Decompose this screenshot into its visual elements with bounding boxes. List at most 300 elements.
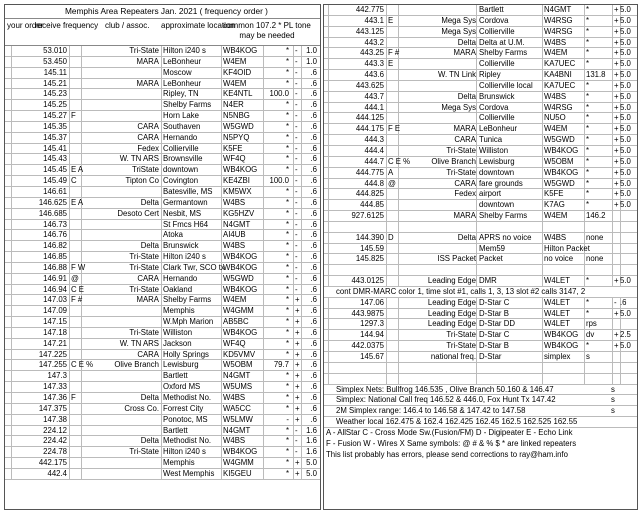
table-row: [5, 371, 320, 382]
callsign-cell: W4BS: [544, 91, 567, 101]
location-cell: Methodist No.: [163, 436, 212, 446]
callsign-cell: KA7UEC: [544, 59, 576, 69]
offset-sign-cell: -: [295, 176, 298, 186]
table-row: [324, 38, 637, 49]
note-text: Simplex: National Call freq 146.52 & 446.0, Fox Hunt Tx 147.42: [336, 395, 556, 405]
location-cell: D-Star C: [479, 297, 510, 307]
club-cell: W. TN ARS: [119, 154, 159, 164]
callsign-cell: W5LMW: [223, 414, 253, 424]
offset-sign-cell: -: [295, 447, 298, 457]
callsign-cell: AI4UB: [223, 230, 246, 240]
table-row: [5, 436, 320, 447]
table-row: [5, 230, 320, 241]
note-text: cont DMR-MARC color 1, time slot #1, calls 1, 3, 13 slot #2 calls 3147, 2: [336, 286, 586, 296]
offset-sign-cell: +: [614, 37, 619, 47]
club-cell: CARA: [137, 121, 159, 131]
offset-sign-cell: +: [614, 48, 619, 58]
location-cell: Southaven: [163, 121, 201, 131]
tone-cell: *: [586, 276, 590, 286]
callsign-cell: WB4KOG: [544, 167, 579, 177]
tone-cell: *: [285, 252, 289, 262]
offset-sign-cell: +: [614, 135, 619, 145]
freq-cell: 224.78: [43, 447, 67, 457]
callsign-cell: W4LET: [544, 276, 570, 286]
freq-cell: 444.175: [355, 124, 384, 134]
freq-cell: 442.0375: [351, 341, 384, 351]
callsign-cell: W4EM: [223, 78, 247, 88]
callsign-cell: N5PYQ: [223, 132, 250, 142]
callsign-cell: W4LET: [544, 319, 570, 329]
offset-sign-cell: +: [614, 15, 619, 25]
tone-cell: *: [285, 111, 289, 121]
table-row: [324, 352, 637, 363]
header-frequency: receive frequency: [35, 21, 99, 30]
offset-sign-cell: -: [295, 186, 298, 196]
tone-cell: *: [586, 145, 590, 155]
freq-cell: 147.36: [43, 393, 67, 402]
location-cell: Clark Twr, SCO tx: [163, 262, 225, 272]
offset-sign-cell: +: [295, 306, 300, 316]
offset-cell: 5.0: [620, 48, 631, 58]
location-cell: Collierville local: [479, 80, 533, 90]
options-cell: C E %: [71, 360, 94, 370]
location-cell: LeBonheur: [479, 124, 518, 134]
offset-sign-cell: -: [295, 197, 298, 207]
table-row: [324, 211, 637, 222]
offset-cell: 5.0: [620, 135, 631, 145]
offset-sign-cell: -: [295, 230, 298, 240]
options-cell: F W: [71, 262, 86, 272]
club-cell: CARA: [454, 178, 476, 188]
callsign-cell: KA7UEC: [544, 80, 576, 90]
location-cell: Bartlett: [163, 425, 188, 435]
freq-cell: 146.685: [38, 208, 67, 218]
callsign-cell: Hilton Packet: [544, 243, 590, 253]
offset-cell: .6: [310, 143, 317, 153]
table-row: [324, 254, 637, 265]
freq-cell: 147.3: [47, 371, 67, 381]
location-cell: D-Star B: [479, 308, 509, 318]
table-row: [5, 122, 320, 133]
freq-cell: 443.1: [364, 15, 384, 25]
offset-cell: .6: [310, 67, 317, 77]
freq-cell: 146.91: [43, 273, 67, 283]
club-cell: W. TN Link: [438, 70, 476, 80]
offset-sign-cell: +: [295, 468, 300, 478]
offset-sign-cell: +: [614, 178, 619, 188]
club-cell: Leading Edge: [427, 276, 476, 286]
note-text: Weather local 162.475 & 162.4 162.425 162.45 162.5 162.525 162.55: [336, 417, 578, 427]
offset-sign-cell: +: [614, 113, 619, 123]
options-cell: C: [71, 176, 77, 186]
location-cell: Delta at U.M.: [479, 37, 525, 47]
callsign-cell: NU5O: [544, 113, 566, 123]
tone-cell: *: [285, 230, 289, 240]
freq-cell: 444.4: [364, 145, 384, 155]
club-cell: Leading Edge: [427, 297, 476, 307]
location-cell: Memphis: [163, 306, 195, 316]
callsign-cell: WF4Q: [223, 338, 246, 348]
note-row: [324, 287, 637, 298]
club-cell: Tri-State: [446, 341, 476, 351]
options-cell: A: [388, 167, 394, 177]
location-cell: Forrest City: [163, 403, 204, 413]
offset-cell: .6: [310, 176, 317, 186]
offset-cell: 5.0: [620, 59, 631, 69]
tone-cell: *: [586, 167, 590, 177]
tone-cell: dv: [586, 330, 595, 340]
freq-cell: 444.8: [364, 178, 384, 188]
callsign-cell: W5OBM: [544, 156, 574, 166]
freq-cell: 442.4: [47, 468, 67, 478]
offset-sign-cell: +: [614, 91, 619, 101]
tone-cell: *: [285, 447, 289, 457]
freq-cell: 147.09: [43, 306, 67, 316]
freq-cell: 145.23: [43, 89, 67, 99]
callsign-cell: WB4KOG: [223, 252, 258, 262]
offset-sign-cell: -: [295, 165, 298, 175]
tone-cell: *: [586, 341, 590, 351]
legend-line: F - Fusion W - Wires X Same symbols: @ # & % $ * are linked repeaters: [326, 438, 577, 448]
table-row: [5, 154, 320, 165]
table-row: [5, 57, 320, 68]
club-cell: Delta: [140, 197, 159, 207]
offset-sign-cell: -: [295, 67, 298, 77]
location-cell: Ripley: [479, 70, 501, 80]
tone-cell: *: [285, 132, 289, 142]
location-cell: D-Star C: [479, 330, 510, 340]
freq-cell: 147.225: [38, 349, 67, 359]
offset-cell: .6: [310, 252, 317, 262]
location-cell: downtown: [163, 165, 199, 175]
tone-cell: *: [285, 78, 289, 88]
offset-sign-cell: +: [614, 341, 619, 351]
tone-cell: s: [586, 352, 590, 361]
freq-cell: 144.94: [360, 330, 384, 340]
freq-cell: 147.375: [38, 403, 67, 413]
table-row: [5, 382, 320, 393]
freq-cell: 443.125: [355, 26, 384, 36]
table-row: [5, 295, 320, 306]
offset-sign-cell: -: [295, 78, 298, 88]
location-cell: Ponotoc, MS: [163, 414, 208, 424]
tone-cell: *: [285, 143, 289, 153]
location-cell: D-Star DD: [479, 319, 515, 329]
table-row: [324, 179, 637, 190]
tone-cell: *: [586, 26, 590, 36]
table-row: [5, 469, 320, 480]
freq-cell: 147.18: [43, 327, 67, 337]
freq-cell: 146.625: [38, 197, 67, 207]
location-cell: Williston: [163, 327, 193, 337]
callsign-cell: WB4KOG: [223, 447, 258, 457]
tone-cell: *: [285, 425, 289, 435]
callsign-cell: W4LET: [544, 308, 570, 318]
callsign-cell: N5NBG: [223, 111, 250, 121]
location-cell: Shelby Farms: [163, 295, 212, 305]
table-row: [5, 350, 320, 361]
table-row: [5, 165, 320, 176]
tone-cell: *: [285, 382, 289, 392]
location-cell: Bartlett: [163, 371, 188, 381]
location-cell: Covington: [163, 176, 199, 186]
callsign-cell: W5GWD: [223, 121, 254, 131]
freq-cell: 444.825: [355, 189, 384, 199]
options-cell: E: [388, 59, 394, 69]
note-row: [324, 406, 637, 417]
column-headers: [5, 19, 320, 46]
offset-sign-cell: -: [295, 436, 298, 446]
table-row: [5, 89, 320, 100]
freq-cell: 444.775: [355, 167, 384, 177]
freq-cell: 53.010: [43, 46, 67, 55]
offset-cell: .6: [310, 230, 317, 240]
tone-cell: *: [285, 273, 289, 283]
tone-cell: -: [286, 414, 289, 424]
club-cell: Delta: [140, 393, 159, 402]
location-cell: West Memphis: [163, 468, 215, 478]
table-row: [5, 306, 320, 317]
location-cell: Horn Lake: [163, 111, 199, 121]
offset-sign-cell: +: [614, 145, 619, 155]
tone-cell: *: [586, 308, 590, 318]
tone-cell: *: [586, 91, 590, 101]
location-cell: Hernando: [163, 273, 198, 283]
club-cell: Desoto Cert: [117, 208, 159, 218]
club-cell: Tri-State: [129, 327, 159, 337]
tone-cell: *: [586, 135, 590, 145]
offset-sign-cell: -: [614, 297, 617, 307]
tone-cell: *: [285, 121, 289, 131]
offset-cell: 5.0: [620, 5, 631, 14]
club-cell: Fedex: [137, 143, 159, 153]
freq-cell: 444.3: [364, 135, 384, 145]
callsign-cell: W4EM: [223, 295, 247, 305]
table-row: [5, 393, 320, 404]
freq-cell: 444.125: [355, 113, 384, 123]
offset-cell: 5.0: [620, 26, 631, 36]
tone-cell: *: [285, 154, 289, 164]
location-cell: downtown: [479, 200, 515, 210]
table-row: [5, 426, 320, 437]
offset-cell: 2.5: [620, 330, 631, 340]
callsign-cell: W4RSG: [544, 15, 573, 25]
tone-cell: none: [586, 254, 604, 264]
callsign-cell: KA4BNI: [544, 70, 572, 80]
options-cell: E A: [71, 197, 84, 207]
freq-cell: 147.15: [43, 317, 67, 327]
offset-cell: .6: [310, 360, 317, 370]
callsign-cell: WB4KOG: [544, 330, 579, 340]
table-row: [324, 222, 637, 233]
callsign-cell: K5FE: [223, 143, 243, 153]
table-row: [324, 363, 637, 374]
offset-sign-cell: -: [295, 241, 298, 251]
club-cell: Delta: [140, 241, 159, 251]
right-rows: [324, 5, 637, 428]
tone-cell: 146.2: [586, 211, 606, 221]
tone-cell: *: [285, 403, 289, 413]
offset-sign-cell: +: [295, 327, 300, 337]
offset-sign-cell: +: [614, 200, 619, 210]
location-cell: Collierville: [479, 59, 515, 69]
callsign-cell: WB4KOG: [544, 145, 579, 155]
offset-sign-cell: -: [295, 46, 298, 55]
offset-cell: .6: [310, 262, 317, 272]
tone-cell: *: [285, 436, 289, 446]
freq-cell: 442.775: [355, 5, 384, 14]
location-cell: Tunica: [479, 135, 503, 145]
offset-cell: 5.0: [306, 458, 317, 468]
offset-sign-cell: -: [295, 111, 298, 121]
freq-cell: 443.2: [364, 37, 384, 47]
callsign-cell: W4BS: [223, 436, 246, 446]
offset-cell: .6: [310, 306, 317, 316]
offset-cell: 5.0: [620, 200, 631, 210]
tone-cell: *: [586, 80, 590, 90]
offset-cell: 1.6: [306, 447, 317, 457]
offset-sign-cell: +: [295, 338, 300, 348]
club-cell: Fedex: [454, 189, 476, 199]
club-cell: national freq.: [430, 352, 476, 361]
location-cell: Shelby Farms: [163, 100, 212, 110]
offset-cell: .6: [310, 295, 317, 305]
tone-cell: *: [285, 219, 289, 229]
table-row: [5, 317, 320, 328]
offset-cell: 5.0: [620, 37, 631, 47]
table-row: [324, 135, 637, 146]
freq-cell: 145.49: [43, 176, 67, 186]
note-mode: s: [611, 395, 615, 405]
note-text: Simplex Nets: Bullfrog 146.535 , Olive Branch 50.160 & 146.47: [336, 384, 554, 394]
callsign-cell: W4EM: [544, 211, 568, 221]
note-mode: s: [611, 406, 615, 416]
callsign-cell: WB4KOG: [223, 165, 258, 175]
location-cell: Methodist No.: [163, 393, 212, 402]
club-cell: Tri-State: [129, 447, 159, 457]
freq-cell: 145.45: [43, 165, 67, 175]
location-cell: Shelby Farms: [479, 48, 528, 58]
location-cell: LeBonheur: [163, 56, 202, 66]
offset-cell: .6: [310, 89, 317, 99]
freq-cell: 224.42: [43, 436, 67, 446]
offset-sign-cell: +: [295, 382, 300, 392]
location-cell: Moscow: [163, 67, 192, 77]
location-cell: Collierville: [479, 113, 515, 123]
offset-cell: .6: [310, 154, 317, 164]
table-row: [5, 447, 320, 458]
table-row: [324, 27, 637, 38]
freq-cell: 443.6: [364, 70, 384, 80]
offset-cell: .6: [310, 208, 317, 218]
freq-cell: 147.38: [43, 414, 67, 424]
offset-sign-cell: -: [295, 121, 298, 131]
location-cell: Collierville: [163, 143, 199, 153]
tone-cell: *: [285, 46, 289, 55]
offset-cell: 5.0: [620, 113, 631, 123]
tone-cell: *: [285, 468, 289, 478]
club-cell: Tipton Co: [125, 176, 159, 186]
table-row: [324, 189, 637, 200]
offset-sign-cell: +: [614, 330, 619, 340]
offset-sign-cell: -: [295, 100, 298, 110]
tone-cell: *: [285, 306, 289, 316]
note-mode: s: [611, 384, 615, 394]
callsign-cell: N4ER: [223, 100, 244, 110]
freq-cell: 145.41: [43, 143, 67, 153]
table-row: [5, 79, 320, 90]
table-row: [5, 404, 320, 415]
freq-cell: 145.37: [43, 132, 67, 142]
table-row: [324, 103, 637, 114]
location-cell: D-Star: [479, 352, 502, 361]
offset-cell: .6: [310, 273, 317, 283]
callsign-cell: W4GMM: [223, 306, 254, 316]
legend-line: This list probably has errors, please send corrections to ray@ham.info: [326, 449, 568, 459]
table-row: [324, 92, 637, 103]
freq-cell: 144.390: [355, 232, 384, 242]
freq-cell: 1297.3: [360, 319, 384, 329]
freq-cell: 145.67: [360, 352, 384, 361]
offset-cell: .6: [310, 186, 317, 196]
club-cell: Tri-State: [446, 167, 476, 177]
offset-cell: 5.0: [620, 124, 631, 134]
callsign-cell: W5GWD: [223, 273, 254, 283]
table-row: [324, 330, 637, 341]
callsign-cell: KI5GEU: [223, 468, 252, 478]
tone-cell: *: [285, 317, 289, 327]
tone-cell: *: [285, 165, 289, 175]
tone-cell: *: [285, 458, 289, 468]
location-cell: Ripley, TN: [163, 89, 199, 99]
location-cell: Batesville, MS: [163, 186, 213, 196]
table-row: [5, 274, 320, 285]
options-cell: E: [388, 15, 394, 25]
table-row: [324, 309, 637, 320]
tone-cell: 131.8: [586, 70, 606, 80]
offset-cell: .6: [310, 393, 317, 402]
note-text: 2M Simplex range: 146.4 to 146.58 & 147.42 to 147.58: [336, 406, 526, 416]
offset-sign-cell: +: [295, 371, 300, 381]
callsign-cell: KG5HZV: [223, 208, 255, 218]
club-cell: CARA: [454, 135, 476, 145]
tone-cell: *: [586, 297, 590, 307]
table-row: [5, 46, 320, 57]
freq-cell: 442.175: [38, 458, 67, 468]
options-cell: E A: [71, 165, 84, 175]
location-cell: Collierville: [479, 26, 515, 36]
callsign-cell: W4EM: [544, 124, 568, 134]
club-cell: Mega Sys: [441, 15, 476, 25]
table-row: [5, 360, 320, 371]
tone-cell: *: [586, 5, 590, 14]
callsign-cell: W4EM: [544, 48, 568, 58]
freq-cell: 443.3: [364, 59, 384, 69]
offset-cell: .6: [310, 121, 317, 131]
callsign-cell: K5FE: [544, 189, 564, 199]
location-cell: Lewisburg: [479, 156, 515, 166]
callsign-cell: WB4KOG: [223, 46, 258, 55]
freq-cell: 146.76: [43, 230, 67, 240]
callsign-cell: KE4ZBI: [223, 176, 250, 186]
offset-cell: 5.0: [620, 70, 631, 80]
options-cell: F #: [388, 48, 400, 58]
callsign-cell: W4BS: [223, 197, 246, 207]
offset-cell: 5.0: [620, 145, 631, 155]
offset-sign-cell: -: [295, 56, 298, 66]
offset-sign-cell: -: [295, 252, 298, 262]
offset-cell: 1.0: [306, 46, 317, 55]
